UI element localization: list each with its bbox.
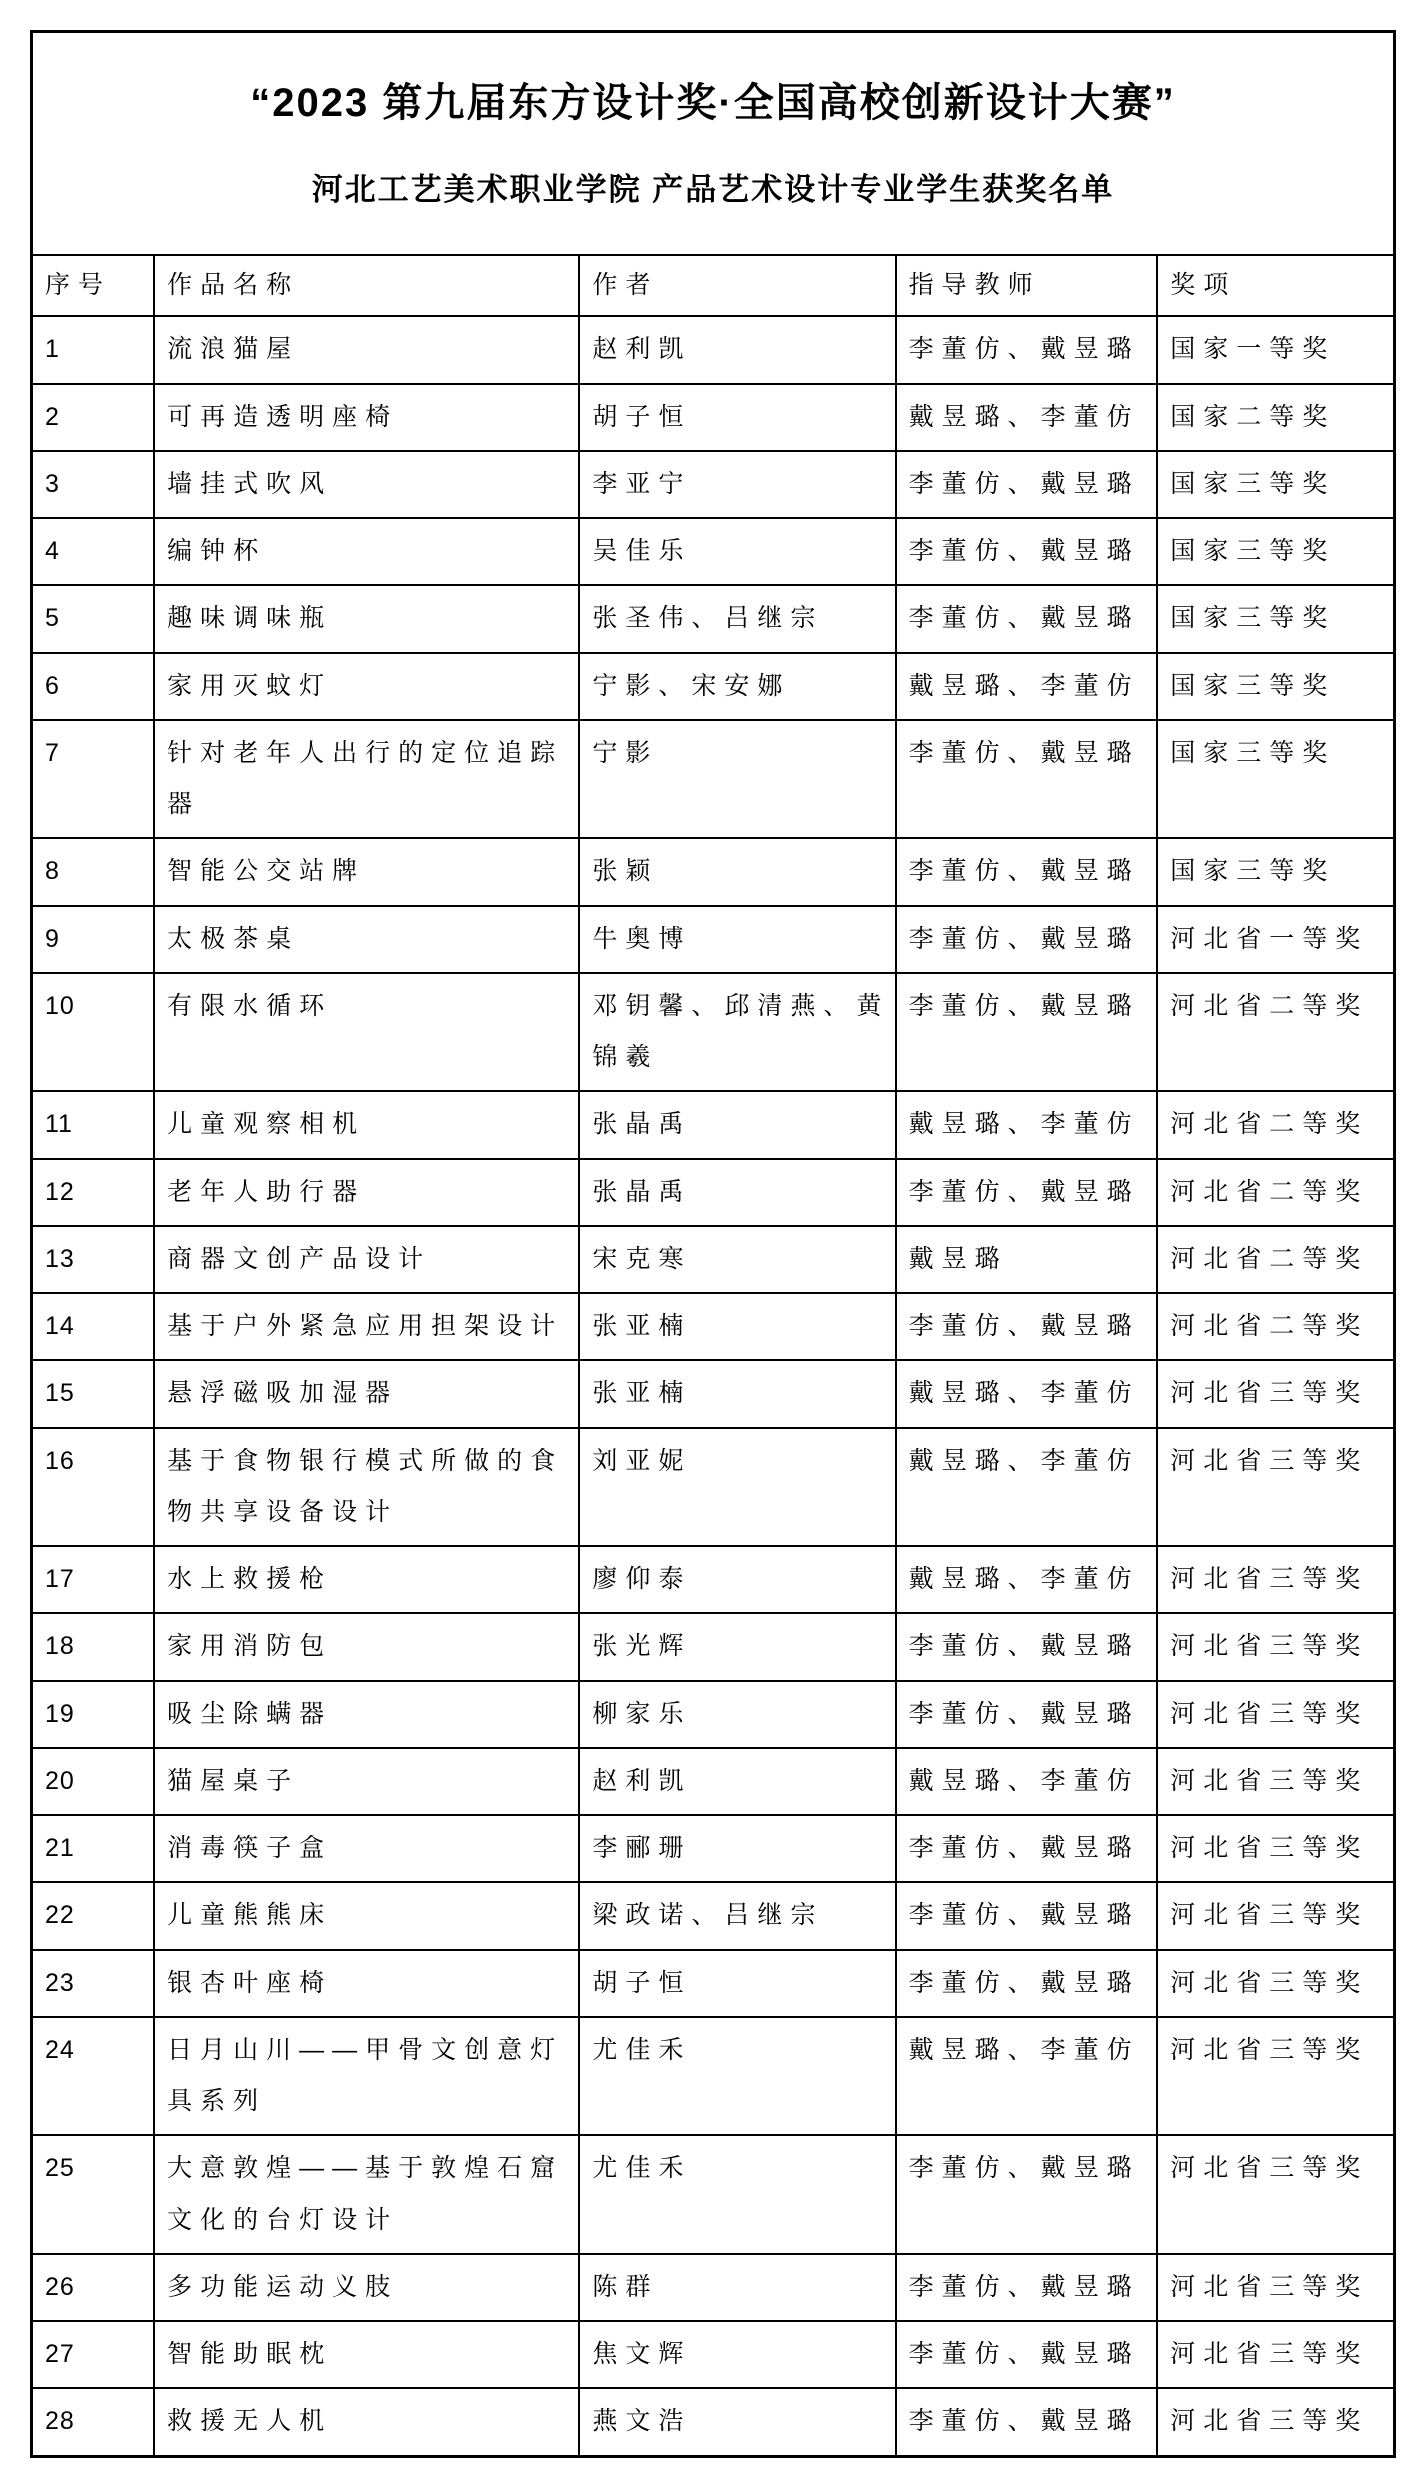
cell-award: 河北省一等奖 — [1157, 906, 1394, 973]
cell-award: 河北省三等奖 — [1157, 2321, 1394, 2388]
cell-work: 基于户外紧急应用担架设计 — [154, 1293, 579, 1360]
cell-award: 河北省二等奖 — [1157, 1226, 1394, 1293]
table-row — [32, 973, 1395, 1092]
cell-author: 吴佳乐 — [579, 518, 895, 585]
cell-no: 27 — [32, 2321, 155, 2388]
cell-award: 国家二等奖 — [1157, 384, 1394, 451]
header-cell-author: 作者 — [579, 255, 895, 316]
cell-author: 宁影、宋安娜 — [579, 653, 895, 720]
cell-author: 李郦珊 — [579, 1815, 895, 1882]
cell-award: 河北省三等奖 — [1157, 1950, 1394, 2017]
cell-author: 胡子恒 — [579, 384, 895, 451]
cell-author: 李亚宁 — [579, 451, 895, 518]
cell-work: 趣味调味瓶 — [154, 585, 579, 652]
table-row — [32, 1293, 1395, 1360]
cell-author: 尤佳禾 — [579, 2017, 895, 2136]
cell-no: 21 — [32, 1815, 155, 1882]
cell-award: 河北省三等奖 — [1157, 2135, 1394, 2254]
cell-no: 13 — [32, 1226, 155, 1293]
cell-no: 4 — [32, 518, 155, 585]
table-row — [32, 2388, 1395, 2456]
table-row — [32, 2135, 1395, 2254]
cell-author: 牛奥博 — [579, 906, 895, 973]
cell-work: 智能助眠枕 — [154, 2321, 579, 2388]
cell-award: 河北省三等奖 — [1157, 1748, 1394, 1815]
cell-work: 智能公交站牌 — [154, 838, 579, 905]
cell-award: 河北省三等奖 — [1157, 2254, 1394, 2321]
cell-no: 2 — [32, 384, 155, 451]
table-row — [32, 1226, 1395, 1293]
cell-award: 国家三等奖 — [1157, 838, 1394, 905]
table-header-row — [32, 255, 1395, 316]
cell-no: 18 — [32, 1613, 155, 1680]
header-cell-no: 序号 — [32, 255, 155, 316]
cell-author: 焦文辉 — [579, 2321, 895, 2388]
cell-author: 尤佳禾 — [579, 2135, 895, 2254]
cell-work: 商器文创产品设计 — [154, 1226, 579, 1293]
cell-teachers: 李董仿、戴昱璐 — [896, 451, 1158, 518]
cell-no: 7 — [32, 720, 155, 839]
cell-author: 张晶禹 — [579, 1159, 895, 1226]
cell-work: 儿童观察相机 — [154, 1091, 579, 1158]
cell-award: 河北省三等奖 — [1157, 2388, 1394, 2456]
table-row — [32, 1159, 1395, 1226]
cell-award: 河北省三等奖 — [1157, 1882, 1394, 1949]
cell-teachers: 李董仿、戴昱璐 — [896, 1815, 1158, 1882]
table-row — [32, 2017, 1395, 2136]
cell-no: 14 — [32, 1293, 155, 1360]
table-row — [32, 1091, 1395, 1158]
cell-author: 张亚楠 — [579, 1360, 895, 1427]
cell-work: 基于食物银行模式所做的食物共享设备设计 — [154, 1428, 579, 1547]
cell-work: 墙挂式吹风 — [154, 451, 579, 518]
cell-award: 国家三等奖 — [1157, 585, 1394, 652]
cell-author: 张晶禹 — [579, 1091, 895, 1158]
cell-teachers: 戴昱璐、李董仿 — [896, 1091, 1158, 1158]
cell-work: 太极茶桌 — [154, 906, 579, 973]
title-row — [32, 32, 1395, 256]
cell-no: 3 — [32, 451, 155, 518]
cell-work: 救援无人机 — [154, 2388, 579, 2456]
cell-author: 梁政诺、吕继宗 — [579, 1882, 895, 1949]
title-block — [32, 32, 1395, 256]
cell-author: 廖仰泰 — [579, 1546, 895, 1613]
cell-teachers: 李董仿、戴昱璐 — [896, 1613, 1158, 1680]
cell-author: 赵利凯 — [579, 1748, 895, 1815]
cell-no: 24 — [32, 2017, 155, 2136]
cell-no: 6 — [32, 653, 155, 720]
cell-award: 河北省二等奖 — [1157, 1091, 1394, 1158]
cell-award: 河北省三等奖 — [1157, 1428, 1394, 1547]
cell-author: 张亚楠 — [579, 1293, 895, 1360]
cell-teachers: 戴昱璐、李董仿 — [896, 1546, 1158, 1613]
cell-no: 17 — [32, 1546, 155, 1613]
header-cell-work: 作品名称 — [154, 255, 579, 316]
cell-work: 日月山川——甲骨文创意灯具系列 — [154, 2017, 579, 2136]
header-cell-teachers: 指导教师 — [896, 255, 1158, 316]
cell-no: 15 — [32, 1360, 155, 1427]
cell-teachers: 李董仿、戴昱璐 — [896, 518, 1158, 585]
cell-work: 猫屋桌子 — [154, 1748, 579, 1815]
cell-no: 16 — [32, 1428, 155, 1547]
cell-no: 1 — [32, 316, 155, 383]
table-row — [32, 720, 1395, 839]
cell-work: 银杏叶座椅 — [154, 1950, 579, 2017]
table-row — [32, 384, 1395, 451]
cell-award: 河北省三等奖 — [1157, 1360, 1394, 1427]
cell-work: 针对老年人出行的定位追踪器 — [154, 720, 579, 839]
table-row — [32, 1748, 1395, 1815]
cell-no: 26 — [32, 2254, 155, 2321]
cell-teachers: 李董仿、戴昱璐 — [896, 973, 1158, 1092]
table-row — [32, 1681, 1395, 1748]
cell-work: 消毒筷子盒 — [154, 1815, 579, 1882]
cell-work: 水上救援枪 — [154, 1546, 579, 1613]
cell-award: 河北省二等奖 — [1157, 973, 1394, 1092]
awards-table — [30, 30, 1396, 2458]
cell-work: 吸尘除螨器 — [154, 1681, 579, 1748]
cell-work: 家用消防包 — [154, 1613, 579, 1680]
cell-author: 胡子恒 — [579, 1950, 895, 2017]
table-row — [32, 2321, 1395, 2388]
cell-teachers: 戴昱璐、李董仿 — [896, 1360, 1158, 1427]
cell-award: 国家一等奖 — [1157, 316, 1394, 383]
page-subtitle: 河北工艺美术职业学院 产品艺术设计专业学生获奖名单 — [311, 172, 1115, 207]
cell-work: 流浪猫屋 — [154, 316, 579, 383]
cell-no: 20 — [32, 1748, 155, 1815]
cell-no: 19 — [32, 1681, 155, 1748]
cell-teachers: 李董仿、戴昱璐 — [896, 720, 1158, 839]
cell-no: 23 — [32, 1950, 155, 2017]
page-title: “2023 第九届东方设计奖·全国高校创新设计大赛” — [250, 81, 1176, 125]
cell-award: 国家三等奖 — [1157, 518, 1394, 585]
cell-teachers: 李董仿、戴昱璐 — [896, 585, 1158, 652]
table-row — [32, 1950, 1395, 2017]
cell-no: 25 — [32, 2135, 155, 2254]
cell-award: 河北省三等奖 — [1157, 1546, 1394, 1613]
cell-author: 张颖 — [579, 838, 895, 905]
cell-teachers: 戴昱璐 — [896, 1226, 1158, 1293]
cell-no: 22 — [32, 1882, 155, 1949]
cell-teachers: 李董仿、戴昱璐 — [896, 1293, 1158, 1360]
cell-teachers: 戴昱璐、李董仿 — [896, 653, 1158, 720]
table-row — [32, 2254, 1395, 2321]
cell-award: 国家三等奖 — [1157, 653, 1394, 720]
table-row — [32, 1613, 1395, 1680]
cell-author: 刘亚妮 — [579, 1428, 895, 1547]
cell-teachers: 李董仿、戴昱璐 — [896, 906, 1158, 973]
cell-award: 国家三等奖 — [1157, 451, 1394, 518]
cell-teachers: 李董仿、戴昱璐 — [896, 1882, 1158, 1949]
cell-teachers: 李董仿、戴昱璐 — [896, 2388, 1158, 2456]
cell-author: 宋克寒 — [579, 1226, 895, 1293]
cell-no: 11 — [32, 1091, 155, 1158]
cell-award: 河北省二等奖 — [1157, 1159, 1394, 1226]
table-row — [32, 653, 1395, 720]
cell-author: 燕文浩 — [579, 2388, 895, 2456]
cell-no: 28 — [32, 2388, 155, 2456]
cell-teachers: 李董仿、戴昱璐 — [896, 2321, 1158, 2388]
cell-no: 12 — [32, 1159, 155, 1226]
cell-award: 河北省二等奖 — [1157, 1293, 1394, 1360]
table-row — [32, 316, 1395, 383]
cell-no: 10 — [32, 973, 155, 1092]
cell-work: 儿童熊熊床 — [154, 1882, 579, 1949]
cell-teachers: 李董仿、戴昱璐 — [896, 316, 1158, 383]
table-row — [32, 1546, 1395, 1613]
cell-work: 家用灭蚊灯 — [154, 653, 579, 720]
table-row — [32, 451, 1395, 518]
cell-author: 陈群 — [579, 2254, 895, 2321]
cell-teachers: 李董仿、戴昱璐 — [896, 2135, 1158, 2254]
table-row — [32, 1428, 1395, 1547]
table-row — [32, 838, 1395, 905]
cell-teachers: 李董仿、戴昱璐 — [896, 1681, 1158, 1748]
cell-teachers: 李董仿、戴昱璐 — [896, 2254, 1158, 2321]
cell-author: 张圣伟、吕继宗 — [579, 585, 895, 652]
cell-no: 5 — [32, 585, 155, 652]
header-cell-award: 奖项 — [1157, 255, 1394, 316]
cell-no: 9 — [32, 906, 155, 973]
cell-teachers: 李董仿、戴昱璐 — [896, 1950, 1158, 2017]
cell-teachers: 戴昱璐、李董仿 — [896, 1428, 1158, 1547]
cell-author: 赵利凯 — [579, 316, 895, 383]
cell-award: 河北省三等奖 — [1157, 1613, 1394, 1680]
cell-author: 宁影 — [579, 720, 895, 839]
awards-table-body — [32, 32, 1395, 2457]
cell-no: 8 — [32, 838, 155, 905]
cell-teachers: 戴昱璐、李董仿 — [896, 2017, 1158, 2136]
table-row — [32, 1882, 1395, 1949]
table-row — [32, 1815, 1395, 1882]
cell-award: 河北省三等奖 — [1157, 2017, 1394, 2136]
cell-work: 可再造透明座椅 — [154, 384, 579, 451]
cell-work: 老年人助行器 — [154, 1159, 579, 1226]
cell-teachers: 戴昱璐、李董仿 — [896, 1748, 1158, 1815]
cell-work: 有限水循环 — [154, 973, 579, 1092]
cell-work: 悬浮磁吸加湿器 — [154, 1360, 579, 1427]
cell-teachers: 李董仿、戴昱璐 — [896, 838, 1158, 905]
cell-author: 邓钥馨、邱清燕、黄锦羲 — [579, 973, 895, 1092]
table-row — [32, 906, 1395, 973]
cell-teachers: 李董仿、戴昱璐 — [896, 1159, 1158, 1226]
cell-award: 国家三等奖 — [1157, 720, 1394, 839]
table-row — [32, 1360, 1395, 1427]
cell-award: 河北省三等奖 — [1157, 1681, 1394, 1748]
cell-author: 柳家乐 — [579, 1681, 895, 1748]
cell-author: 张光辉 — [579, 1613, 895, 1680]
cell-work: 大意敦煌——基于敦煌石窟文化的台灯设计 — [154, 2135, 579, 2254]
table-row — [32, 585, 1395, 652]
cell-teachers: 戴昱璐、李董仿 — [896, 384, 1158, 451]
cell-work: 编钟杯 — [154, 518, 579, 585]
cell-award: 河北省三等奖 — [1157, 1815, 1394, 1882]
table-row — [32, 518, 1395, 585]
cell-work: 多功能运动义肢 — [154, 2254, 579, 2321]
